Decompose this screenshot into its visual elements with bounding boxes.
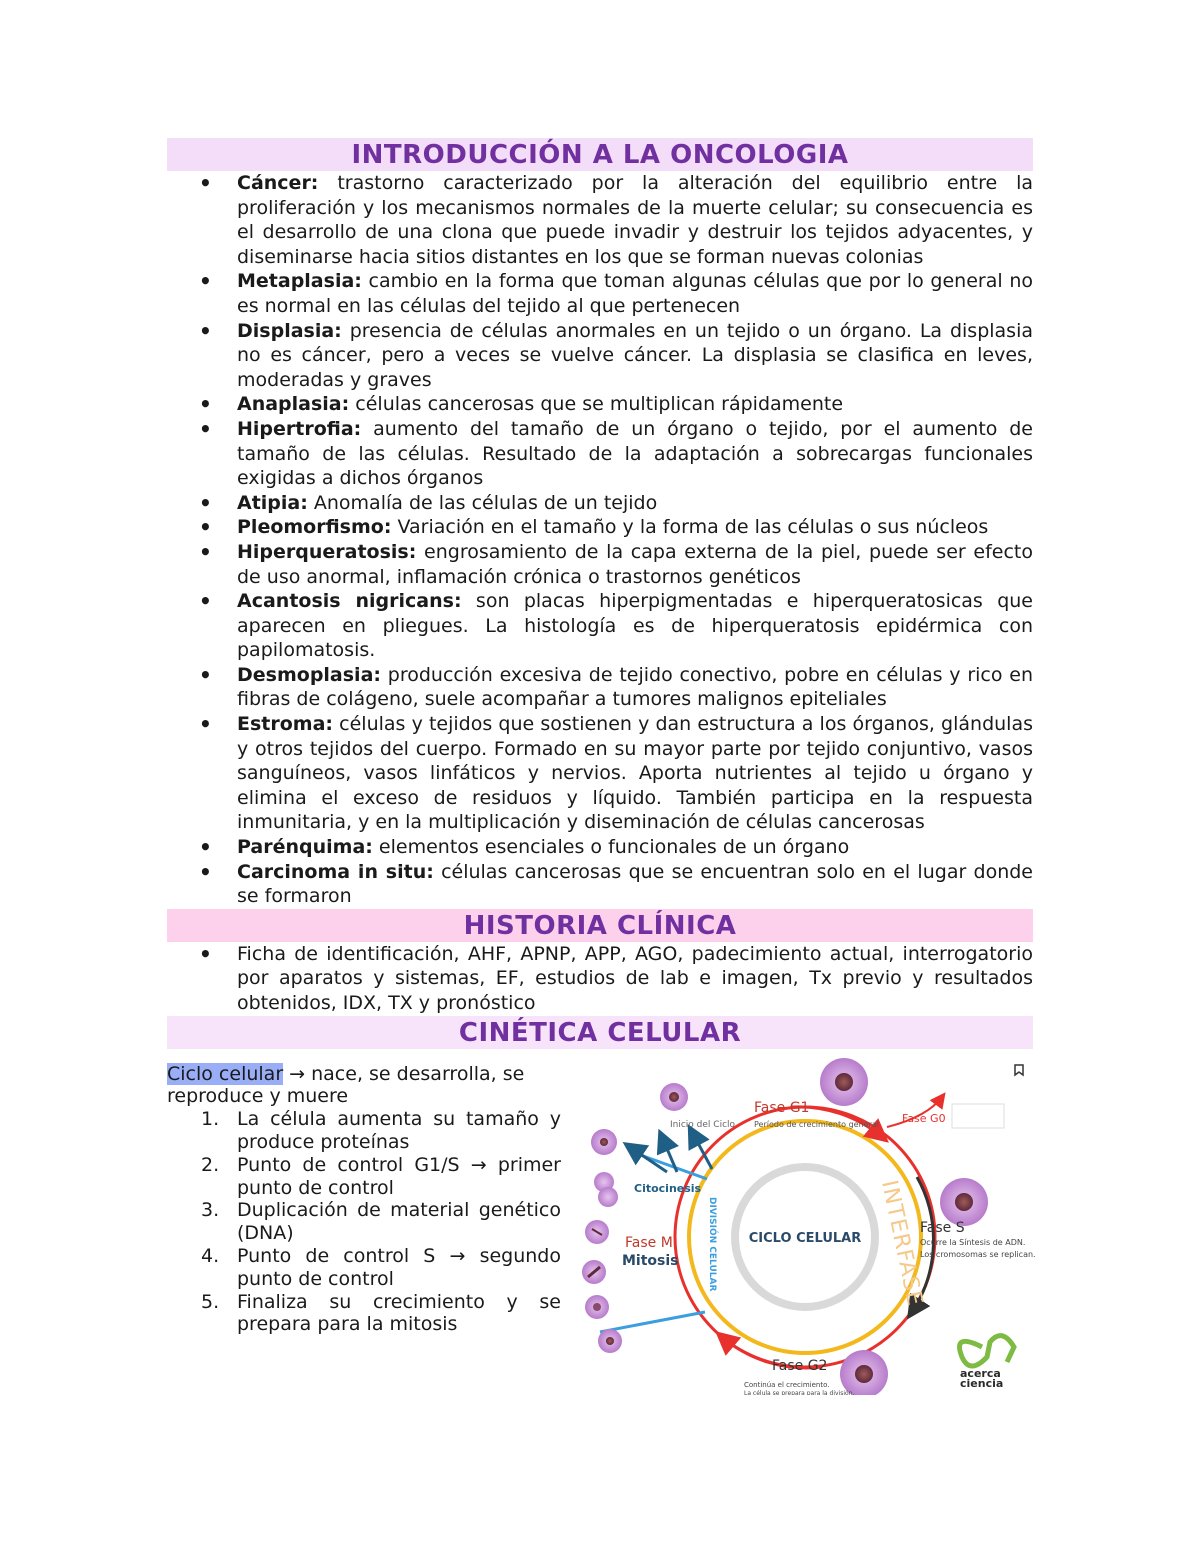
list-item xyxy=(167,1245,561,1291)
term: Hipertrofia: xyxy=(237,417,362,440)
interfase-label: INTERFASE xyxy=(876,1177,928,1309)
g1-title: Fase G1 xyxy=(754,1099,810,1116)
term: Estroma: xyxy=(237,713,334,736)
cell-mitosis-1 xyxy=(585,1220,609,1244)
term: Carcinoma in situ: xyxy=(237,860,434,883)
definition: aumento del tamaño de un órgano o tejido, por el aumento de tamaño de las células. Resultado de la adaptación a sobrecargas funcionales exigidas a dichos órganos xyxy=(237,417,1033,490)
g1-subtitle: Período de crecimiento general xyxy=(754,1119,879,1129)
definition: Variación en el tamaño y la forma de las células o sus núcleos xyxy=(391,516,989,539)
term: Anaplasia: xyxy=(237,393,350,416)
definitions-list xyxy=(167,171,1033,909)
logo-text-1: acerca xyxy=(960,1366,1001,1380)
list-item xyxy=(167,589,1033,663)
term: Acantosis nigricans: xyxy=(237,590,462,613)
g2-title: Fase G2 xyxy=(772,1357,828,1374)
definition: células cancerosas que se multiplican rápidamente xyxy=(349,393,844,416)
bookmark-icon[interactable] xyxy=(1012,1063,1026,1077)
definition: producción excesiva de tejido conectivo, pobre en células y rico en fibras de colágeno, suele acompañar a tumores malignos epiteliales xyxy=(237,663,1033,711)
m-title: Fase M xyxy=(625,1234,673,1251)
definition: células cancerosas que se encuentran solo en el lugar donde se formaron xyxy=(237,860,1033,908)
step-number: 2. xyxy=(201,1153,220,1176)
list-item xyxy=(167,540,1033,589)
historia-heading: HISTORIA CLÍNICA xyxy=(167,909,1033,942)
citocinesis-label: Citocinesis xyxy=(634,1181,702,1195)
g2-subtitle-2: La célula se prepara para la división. xyxy=(744,1389,855,1395)
list-item xyxy=(167,392,1033,417)
definition: trastorno caracterizado por la alteración del equilibrio entre la proliferación y los mecanismos normales de la muerte celular; su consecuencia es el desarrollo de una clona que puede invadir y destruir los tejidos adyacentes, y diseminarse hacia sitios distantes en los que se forman nuevas colonias xyxy=(237,172,1033,268)
cell-g1 xyxy=(820,1058,868,1106)
cell-inicio xyxy=(660,1083,688,1111)
s-subtitle-1: Ocurre la Síntesis de ADN. xyxy=(920,1237,1026,1247)
document-page xyxy=(167,138,1036,1409)
list-item xyxy=(167,663,1033,712)
historia-list xyxy=(167,942,1033,1016)
intro-heading: INTRODUCCIÓN A LA ONCOLOGIA xyxy=(167,138,1033,171)
list-item xyxy=(167,712,1033,835)
cinetica-intro xyxy=(167,1063,561,1109)
term: Hiperqueratosis: xyxy=(237,540,417,563)
term: Cáncer: xyxy=(237,172,319,194)
cell-g2 xyxy=(840,1350,888,1395)
list-item xyxy=(167,1108,561,1154)
definition: células y tejidos que sostienen y dan estructura a los órganos, glándulas y otros tejidos del cuerpo. Formado en su mayor parte por tejido conjuntivo, vasos sanguíneos, vasos linfáticos y nervios. Aporta nutrientes al tejido u órgano y elimina el exceso de residuos y líquido. También participa en la respuesta inmunitaria, y en la multiplicación y diseminación de células cancerosas xyxy=(237,713,1033,834)
s-title: Fase S xyxy=(920,1219,965,1236)
list-item xyxy=(167,319,1033,393)
steps-list xyxy=(167,1108,561,1336)
list-item xyxy=(167,171,1033,269)
g0-cell-box xyxy=(952,1104,1004,1128)
list-item xyxy=(167,269,1033,318)
definition: Anomalía de las células de un tejido xyxy=(307,491,658,514)
cell-s xyxy=(940,1178,988,1226)
logo-text-2: ciencia xyxy=(960,1376,1004,1390)
division-line xyxy=(600,1312,705,1332)
list-item xyxy=(167,835,1033,860)
cell-mitosis-2 xyxy=(582,1260,606,1284)
step-number: 4. xyxy=(201,1244,220,1267)
m-subtitle: Mitosis xyxy=(622,1252,679,1269)
term: Desmoplasia: xyxy=(237,663,381,686)
g0-label: Fase G0 xyxy=(902,1111,946,1125)
citocinesis-arrow xyxy=(630,1147,667,1172)
list-item xyxy=(167,417,1033,491)
s-subtitle-2: Los cromosomas se replican. xyxy=(920,1249,1036,1259)
definition: cambio en la forma que toman algunas células que por lo general no es normal en las células del tejido al que pertenecen xyxy=(237,270,1033,317)
center-label: CICLO CELULAR xyxy=(748,1230,862,1246)
term: Atipia: xyxy=(237,491,308,514)
list-item xyxy=(167,491,1033,516)
list-item: • Ficha de identificación, AHF, APNP, APP, AGO, padecimiento actual, interrogatorio por aparatos y sistemas, EF, estudios de lab e imagen, Tx previo y resultados obtenidos, IDX, TX y pronóstico xyxy=(167,942,1033,1016)
list-item xyxy=(167,1291,561,1337)
step-text: Finaliza su crecimiento y se prepara para la mitosis xyxy=(237,1290,561,1336)
cell-citocinesis xyxy=(591,1129,617,1155)
g2-subtitle-1: Continúa el crecimiento. xyxy=(744,1380,830,1389)
cinetica-intro-text: nace, se desarrolla, se reproduce y muere xyxy=(167,1062,525,1108)
cell-mitosis-4 xyxy=(598,1329,622,1353)
inicio-label: Inicio del Ciclo xyxy=(670,1119,736,1130)
cell-dividing xyxy=(594,1172,618,1207)
step-number: 1. xyxy=(201,1108,220,1131)
term: Metaplasia: xyxy=(237,270,362,293)
step-text: Punto de control G1/S → primer punto de control xyxy=(237,1153,561,1199)
cell-cycle-diagram xyxy=(582,1057,1042,1395)
cinetica-heading: CINÉTICA CELULAR xyxy=(167,1016,1033,1049)
step-number: 3. xyxy=(201,1199,220,1222)
definition: elementos esenciales o funcionales de un órgano xyxy=(372,836,850,859)
term: Displasia: xyxy=(237,319,342,342)
definition: presencia de células anormales en un tejido o un órgano. La displasia no es cáncer, pero a veces se vuelve cáncer. La displasia se clasifica en leves, moderadas y graves xyxy=(237,319,1033,391)
cell-mitosis-3 xyxy=(585,1295,609,1319)
step-number: 5. xyxy=(201,1290,220,1313)
term: Parénquima: xyxy=(237,836,373,859)
arrow: → xyxy=(283,1062,312,1085)
cinetica-section xyxy=(167,1049,1036,1409)
logo-mark xyxy=(960,1335,1015,1365)
list-item xyxy=(167,860,1033,909)
step-text: La célula aumenta su tamaño y produce proteínas xyxy=(237,1108,561,1153)
acerca-ciencia-logo xyxy=(960,1335,1015,1389)
division-label: DIVISIÓN CELULAR xyxy=(707,1196,717,1291)
list-item xyxy=(167,1199,561,1245)
cinetica-text xyxy=(167,1063,561,1337)
list-item xyxy=(167,515,1033,540)
definition: engrosamiento de la capa externa de la piel, puede ser efecto de uso anormal, inflamación crónica o trastornos genéticos xyxy=(237,540,1033,588)
highlighted-term: Ciclo celular xyxy=(167,1062,284,1085)
definition: son placas hiperpigmentadas e hiperqueratosicas que aparecen en pliegues. La histología es de hiperqueratosis epidérmica con papilomatosis. xyxy=(237,590,1033,662)
term: Pleomorfismo: xyxy=(237,516,392,539)
step-text: Duplicación de material genético (DNA) xyxy=(237,1199,561,1245)
step-text: Punto de control S → segundo punto de control xyxy=(237,1244,561,1290)
list-item xyxy=(167,1154,561,1200)
